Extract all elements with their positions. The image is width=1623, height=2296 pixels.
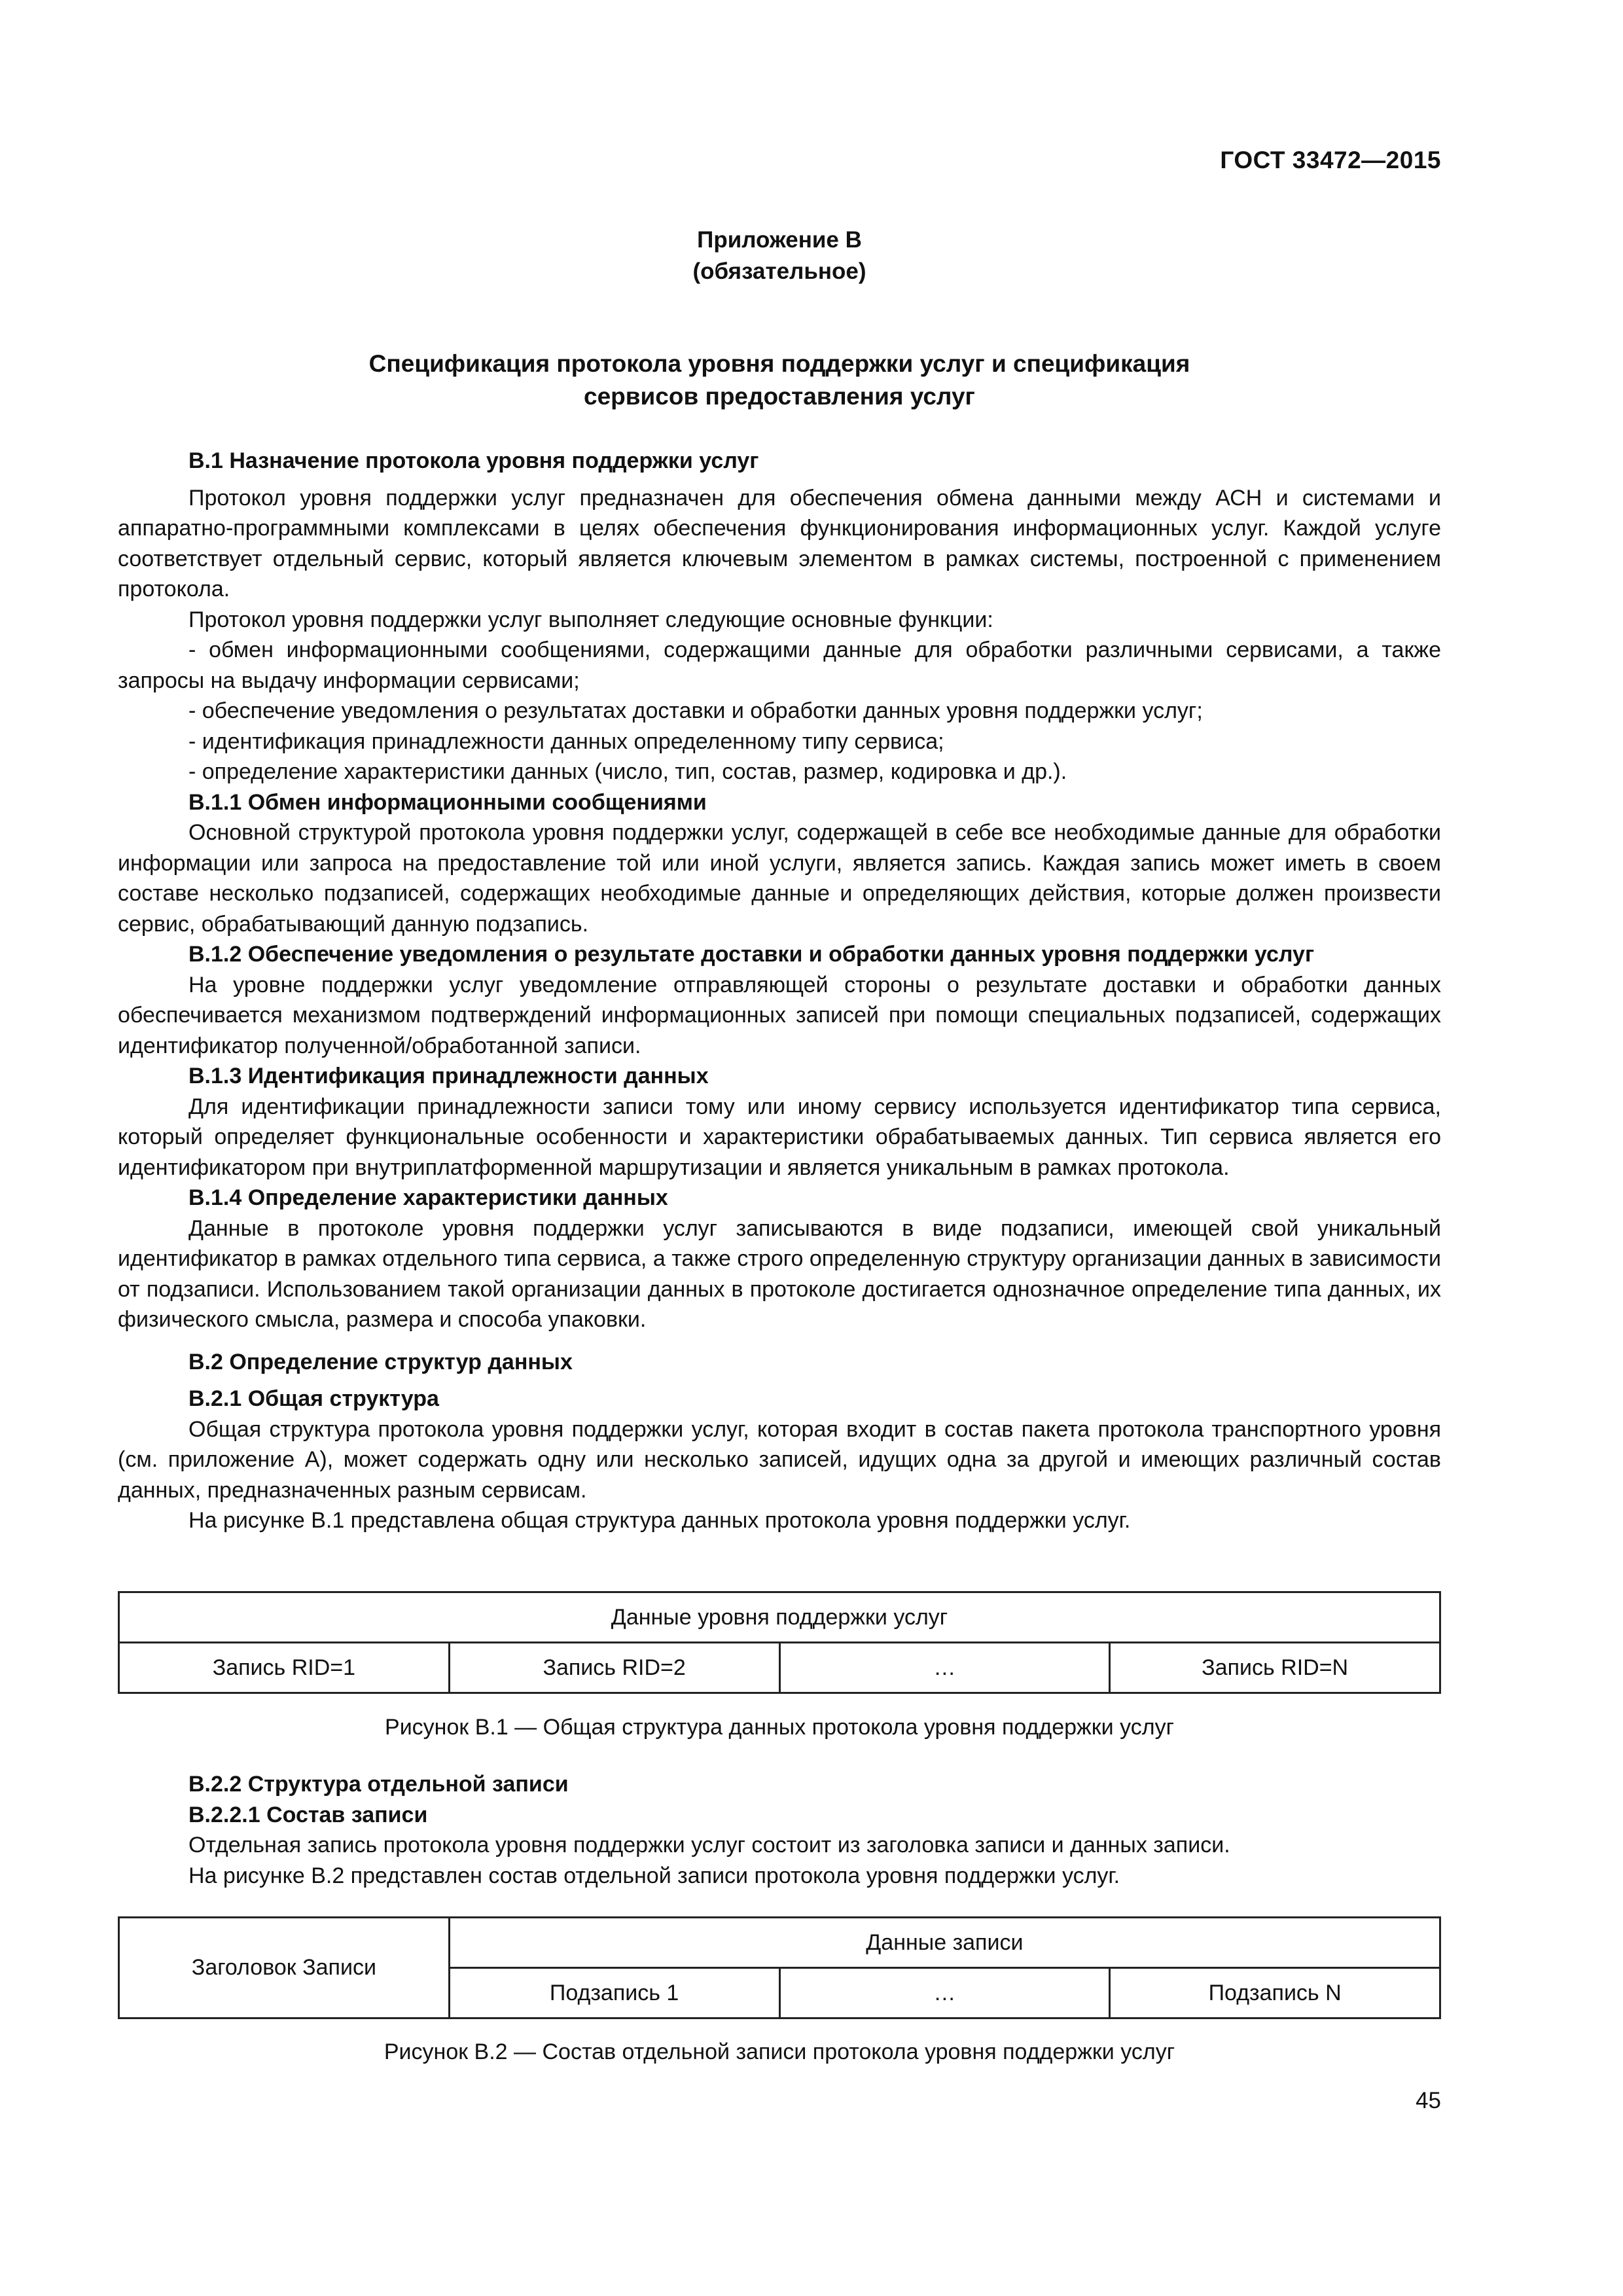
figure-b2-left-cell: Заголовок Записи: [119, 1918, 450, 2018]
section-b1: [118, 446, 1441, 1536]
paragraph: Данные в протоколе уровня поддержки услуг записываются в виде подзаписи, имеющей свой уникальный идентификатор в рамках отдельного типа сервиса, а также строго определенную структуру организации данных в зависимости от подзаписи. Использованием такой организации данных в протоколе достигается однозначное определение типа данных, их физического смысла, размера и способа упаковки.: [118, 1215, 1441, 1332]
section-heading-b22: В.2.2 Структура отдельной записи: [188, 1772, 569, 1797]
figure-b1-cell: Запись RID=1: [119, 1643, 450, 1693]
figure-b1-cell: Запись RID=N: [1110, 1643, 1440, 1693]
section-heading-b12: В.1.2 Обеспечение уведомления о результате доставки и обработки данных уровня поддержки услуг: [188, 942, 1315, 967]
paragraph: Общая структура протокола уровня поддержки услуг, которая входит в состав пакета протокола транспортного уровня (см. приложение А), может содержать одну или несколько записей, идущих одна за другой и имеющих различный состав данных, предназначенных разным сервисам.: [118, 1416, 1441, 1503]
appendix-label: Приложение В: [697, 227, 862, 253]
section-heading-b221: В.2.2.1 Состав записи: [188, 1802, 428, 1827]
figure-b1-caption: Рисунок В.1 — Общая структура данных протокола уровня поддержки услуг: [385, 1715, 1174, 1740]
section-heading-b13: В.1.3 Идентификация принадлежности данных: [188, 1064, 709, 1088]
paragraph: На рисунке В.2 представлен состав отдельной записи протокола уровня поддержки услуг.: [188, 1863, 1120, 1888]
figure-b1-cell: …: [779, 1643, 1110, 1693]
paragraph: Отдельная запись протокола уровня поддержки услуг состоит из заголовка записи и данных записи.: [188, 1833, 1230, 1857]
appendix-title-line-2: сервисов предоставления услуг: [584, 383, 975, 410]
paragraph: Протокол уровня поддержки услуг предназначен для обеспечения обмена данными между АСН и системами и аппаратно-программными комплексами в целях обеспечения функционирования информационных услуг. Каждой услуге соответствует отдельный сервис, который является ключевым элементом в рамках системы, построенной с применением протокола.: [118, 485, 1441, 601]
figure-b2-cell: Подзапись N: [1110, 1968, 1440, 2018]
paragraph: На рисунке В.1 представлена общая структура данных протокола уровня поддержки услуг.: [188, 1508, 1131, 1533]
paragraph: Основной структурой протокола уровня поддержки услуг, содержащей в себе все необходимые данные для обработки информации или запроса на предоставление той или иной услуги, является запись. Каждая запись может иметь в своем составе несколько подзаписей, содержащих необходимые данные и определяющих действия, которые должен произвести сервис, обрабатывающий данную подзапись.: [118, 820, 1441, 937]
list-item: - обмен информационными сообщениями, содержащими данные для обработки различными сервисами, а также запросы на выдачу информации сервисами;: [118, 637, 1441, 693]
figure-b2-cell: Подзапись 1: [449, 1968, 779, 2018]
figure-b2-header-cell: Данные записи: [449, 1918, 1440, 1968]
section-b22: [118, 1769, 1441, 1891]
page-number: 45: [1416, 2088, 1441, 2113]
section-heading-b1: В.1 Назначение протокола уровня поддержки услуг: [188, 448, 759, 473]
appendix-status: (обязательное): [692, 259, 866, 284]
appendix-title: [118, 348, 1441, 413]
figure-b1-header-cell: Данные уровня поддержки услуг: [119, 1592, 1440, 1643]
appendix-heading: [118, 224, 1441, 287]
figure-b2-cell: …: [779, 1968, 1110, 2018]
document-id: ГОСТ 33472—2015: [1220, 147, 1441, 173]
figure-b2-table: [118, 1916, 1441, 2019]
list-item: - определение характеристики данных (число, тип, состав, размер, кодировка и др.).: [188, 759, 1067, 784]
section-heading-b2: В.2 Определение структур данных: [188, 1349, 573, 1374]
paragraph: На уровне поддержки услуг уведомление отправляющей стороны о результате доставки и обработки данных обеспечивается механизмом подтверждений информационных записей при помощи специальных подзаписей, содержащих идентификатор полученной/обработанной записи.: [118, 972, 1441, 1058]
appendix-title-line-1: Спецификация протокола уровня поддержки услуг и спецификация: [368, 350, 1190, 377]
paragraph: Протокол уровня поддержки услуг выполняет следующие основные функции:: [188, 607, 993, 632]
section-heading-b11: В.1.1 Обмен информационными сообщениями: [188, 789, 707, 815]
section-heading-b14: В.1.4 Определение характеристики данных: [188, 1185, 668, 1210]
figure-b1-cell: Запись RID=2: [449, 1643, 779, 1693]
figure-b2-caption: Рисунок В.2 — Состав отдельной записи протокола уровня поддержки услуг: [383, 2039, 1175, 2064]
figure-b1-table: [118, 1591, 1441, 1694]
list-item: - обеспечение уведомления о результатах доставки и обработки данных уровня поддержки услуг;: [188, 698, 1203, 723]
list-item: - идентификация принадлежности данных определенному типу сервиса;: [188, 728, 944, 754]
section-heading-b21: В.2.1 Общая структура: [188, 1386, 439, 1411]
paragraph: Для идентификации принадлежности записи тому или иному сервису используется идентификатор типа сервиса, который определяет функциональные особенности и характеристики обрабатываемых данных. Тип сервиса является его идентификатором при внутриплатформенной маршрутизации и является уникальным в рамках протокола.: [118, 1094, 1441, 1180]
